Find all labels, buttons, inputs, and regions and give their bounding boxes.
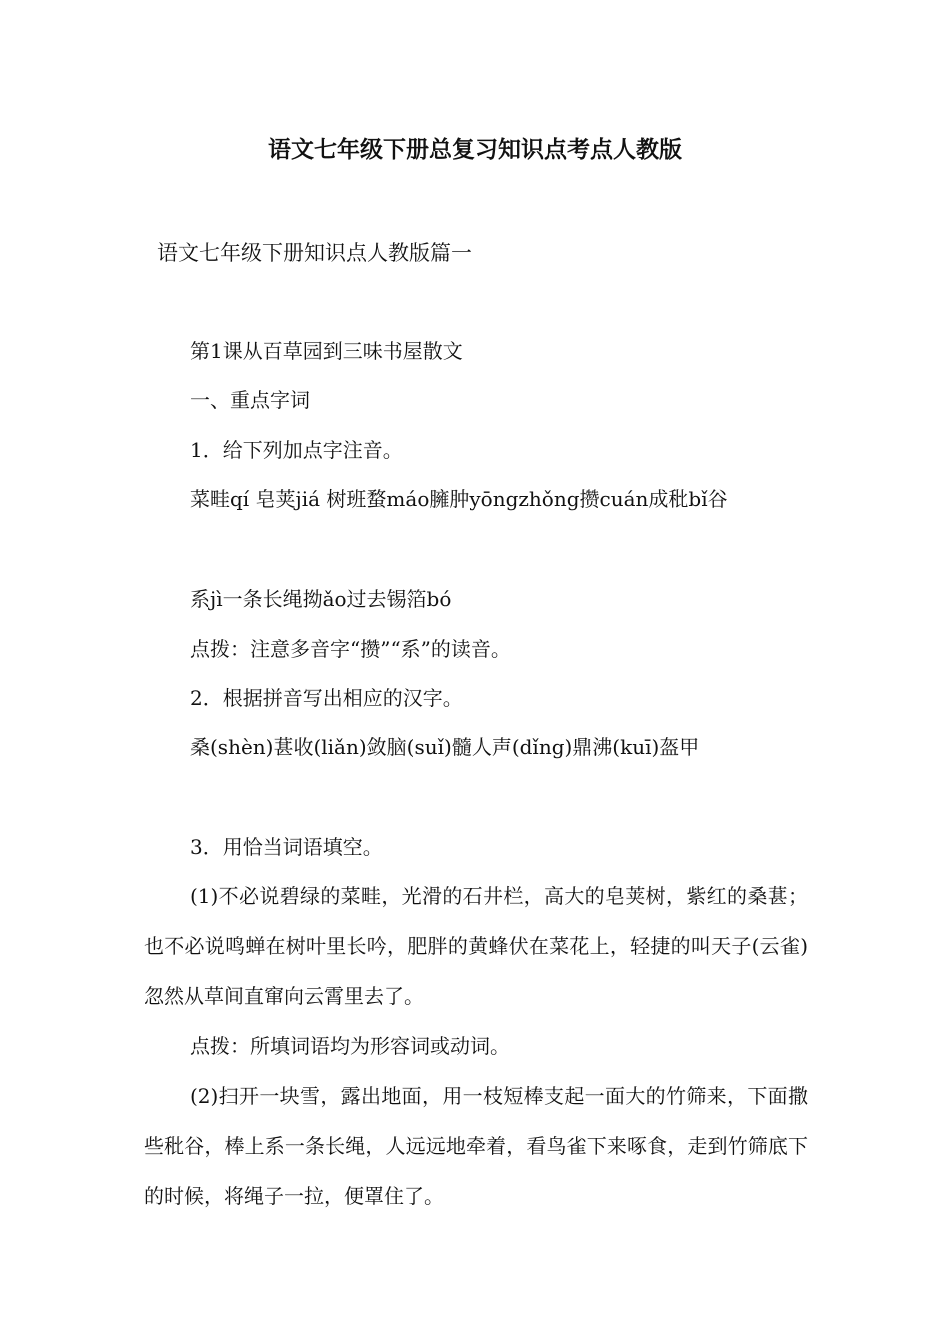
passage-1: (1)不必说碧绿的菜畦，光滑的石井栏，高大的皂荚树，紫红的桑葚；也不必说鸣蝉在树叶里长吟，肥胖的黄蜂伏在菜花上，轻捷的叫天子(云雀)忽然从草间直窜向云霄里去了。 (144, 884, 808, 1008)
tip-1: 点拨：注意多音字“攒”“系”的读音。 (190, 637, 511, 661)
pinyin-list-1: 菜畦qí 皂荚jiá 树班蝥máo臃肿yōngzhǒng攒cuán成秕bǐ谷 (190, 487, 728, 511)
pinyin-list-2: 系jì一条长绳拗ǎo过去锡箔bó (190, 587, 452, 611)
lesson-heading: 第1课从百草园到三味书屋散文 (190, 339, 463, 363)
tip-2: 点拨：所填词语均为形容词或动词。 (190, 1034, 510, 1058)
pinyin-list-3: 桑(shèn)葚收(liǎn)敛脑(suǐ)髓人声(dǐng)鼎沸(kuī)盔甲 (190, 735, 700, 759)
part-heading: 一、重点字词 (190, 388, 310, 412)
passage-2: (2)扫开一块雪，露出地面，用一枝短棒支起一面大的竹筛来，下面撒些秕谷，棒上系一条长绳，人远远地牵着，看鸟雀下来啄食，走到竹筛底下的时候，将绳子一拉，便罩住了。 (144, 1084, 808, 1208)
document-title: 语文七年级下册总复习知识点考点人教版 (268, 137, 682, 163)
question-3: 3．用恰当词语填空。 (190, 835, 383, 859)
question-1: 1．给下列加点字注音。 (190, 438, 403, 462)
section-heading: 语文七年级下册知识点人教版篇一 (157, 241, 472, 265)
question-2: 2．根据拼音写出相应的汉字。 (190, 686, 463, 710)
